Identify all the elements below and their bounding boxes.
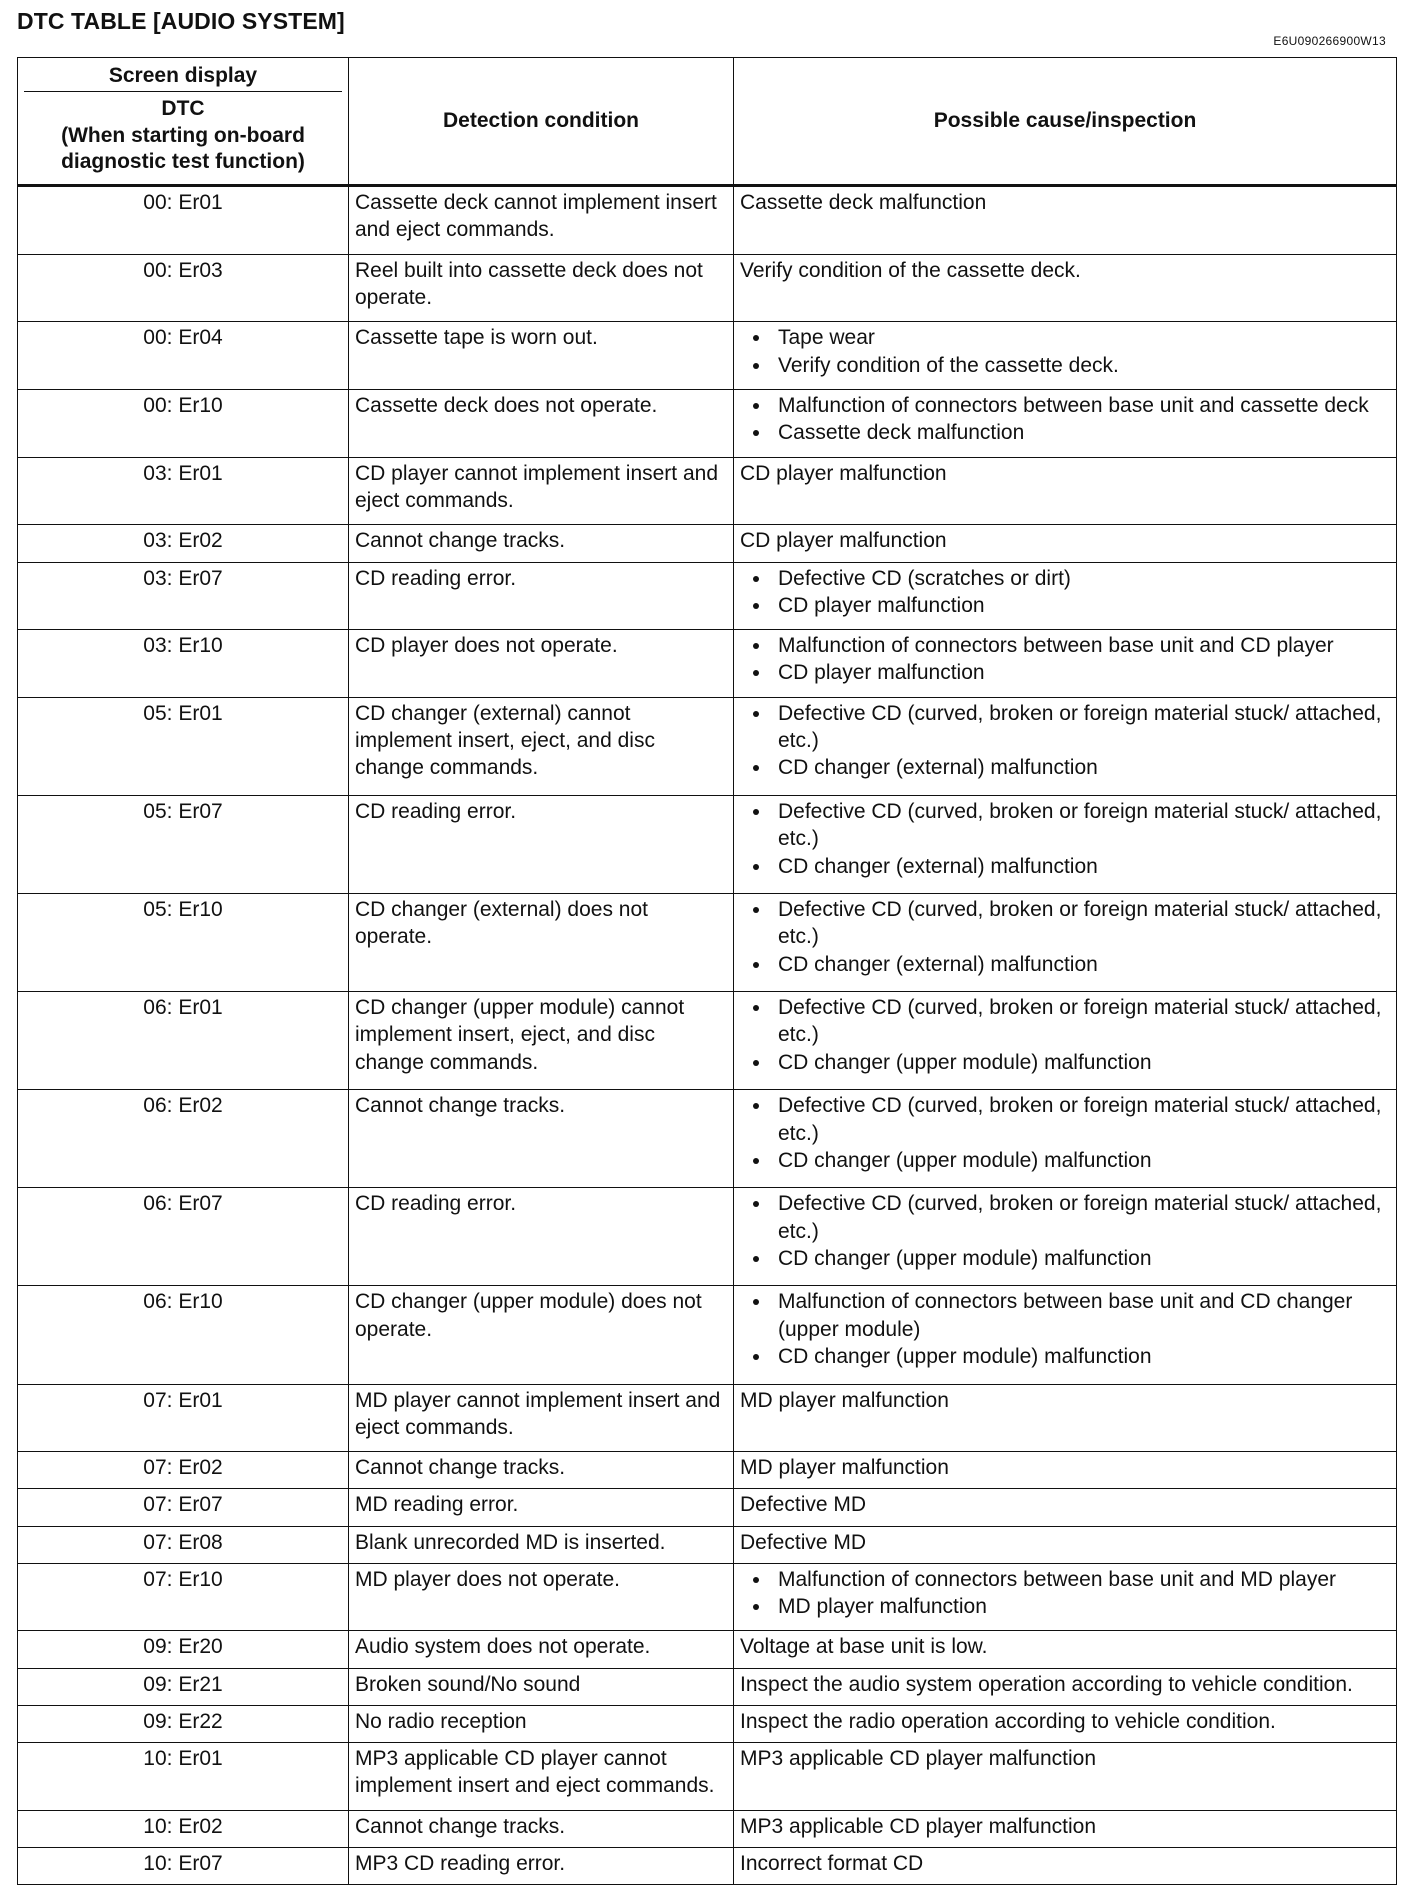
dtc-code-cell: 07: Er07 — [18, 1489, 349, 1526]
cause-list — [740, 324, 1390, 379]
table-row — [18, 1384, 1397, 1452]
possible-cause-cell: MP3 applicable CD player malfunction — [734, 1810, 1397, 1847]
table-row — [18, 992, 1397, 1090]
dtc-code-cell: 07: Er01 — [18, 1384, 349, 1452]
possible-cause-cell: Voltage at base unit is low. — [734, 1631, 1397, 1668]
cause-list-item: • Defective CD (scratches or dirt) — [772, 565, 1390, 592]
table-row — [18, 1286, 1397, 1384]
table-row — [18, 562, 1397, 630]
possible-cause-cell — [734, 562, 1397, 630]
table-row — [18, 322, 1397, 390]
dtc-label: DTC (When starting on-board diagnostic test function) — [61, 97, 305, 173]
possible-cause-cell — [734, 992, 1397, 1090]
detection-condition-cell: Cassette tape is worn out. — [349, 322, 734, 390]
table-row — [18, 1847, 1397, 1884]
possible-cause-cell: CD player malfunction — [734, 525, 1397, 562]
dtc-code-cell: 00: Er10 — [18, 390, 349, 458]
detection-condition-header: Detection condition — [349, 58, 734, 186]
table-body — [18, 186, 1397, 1885]
cause-list-item: • Defective CD (curved, broken or foreign material stuck/ attached, etc.) — [772, 1092, 1390, 1147]
dtc-code-cell: 00: Er04 — [18, 322, 349, 390]
table-row — [18, 1489, 1397, 1526]
possible-cause-cell: Defective MD — [734, 1489, 1397, 1526]
dtc-code-cell: 10: Er01 — [18, 1742, 349, 1810]
possible-cause-cell: Verify condition of the cassette deck. — [734, 254, 1397, 322]
detection-condition-cell: No radio reception — [349, 1705, 734, 1742]
table-row — [18, 1742, 1397, 1810]
cause-list — [740, 700, 1390, 782]
cause-list-item: • Malfunction of connectors between base unit and CD changer (upper module) — [772, 1288, 1390, 1343]
dtc-table — [17, 57, 1397, 1885]
cause-list — [740, 632, 1390, 687]
cause-list-item: • CD changer (upper module) malfunction — [772, 1147, 1390, 1174]
cause-list-item: • Cassette deck malfunction — [772, 419, 1390, 446]
possible-cause-header: Possible cause/inspection — [734, 58, 1397, 186]
cause-list-item: • MD player malfunction — [772, 1593, 1390, 1620]
dtc-code-cell: 10: Er02 — [18, 1810, 349, 1847]
detection-condition-cell: Cannot change tracks. — [349, 1090, 734, 1188]
page-title: DTC TABLE [AUDIO SYSTEM] — [17, 8, 345, 34]
dtc-code-cell: 06: Er10 — [18, 1286, 349, 1384]
table-row — [18, 457, 1397, 525]
possible-cause-cell — [734, 1563, 1397, 1631]
cause-list — [740, 1190, 1390, 1272]
cause-list-item: • CD changer (upper module) malfunction — [772, 1245, 1390, 1272]
detection-condition-cell: CD reading error. — [349, 562, 734, 630]
possible-cause-cell: Inspect the audio system operation according to vehicle condition. — [734, 1668, 1397, 1705]
dtc-sub-label: (When starting on-board diagnostic test function) — [61, 123, 305, 173]
detection-condition-cell: CD changer (external) cannot implement insert, eject, and disc change commands. — [349, 697, 734, 795]
detection-condition-cell: MD reading error. — [349, 1489, 734, 1526]
detection-condition-cell: CD changer (upper module) does not operate. — [349, 1286, 734, 1384]
possible-cause-cell: CD player malfunction — [734, 457, 1397, 525]
dtc-code-cell: 03: Er07 — [18, 562, 349, 630]
possible-cause-cell: Inspect the radio operation according to vehicle condition. — [734, 1705, 1397, 1742]
cause-list — [740, 798, 1390, 880]
possible-cause-cell — [734, 697, 1397, 795]
dtc-code-cell: 09: Er22 — [18, 1705, 349, 1742]
possible-cause-cell: MP3 applicable CD player malfunction — [734, 1742, 1397, 1810]
screen-display-label: Screen display — [24, 60, 342, 92]
detection-condition-cell: Cannot change tracks. — [349, 525, 734, 562]
table-row — [18, 1526, 1397, 1563]
cause-list-item: • Tape wear — [772, 324, 1390, 351]
possible-cause-cell: Cassette deck malfunction — [734, 186, 1397, 255]
table-row — [18, 186, 1397, 255]
document-id: E6U090266900W13 — [1273, 34, 1386, 48]
cause-list — [740, 565, 1390, 620]
table-row — [18, 1705, 1397, 1742]
detection-condition-cell: CD player does not operate. — [349, 630, 734, 698]
possible-cause-cell — [734, 630, 1397, 698]
table-row — [18, 697, 1397, 795]
cause-list-item: • Verify condition of the cassette deck. — [772, 352, 1390, 379]
cause-list-item: • CD changer (upper module) malfunction — [772, 1343, 1390, 1370]
cause-list-item: • Defective CD (curved, broken or foreign material stuck/ attached, etc.) — [772, 896, 1390, 951]
cause-list-item: • CD changer (external) malfunction — [772, 951, 1390, 978]
table-row — [18, 630, 1397, 698]
possible-cause-cell — [734, 795, 1397, 893]
detection-condition-cell: CD changer (external) does not operate. — [349, 894, 734, 992]
possible-cause-cell — [734, 390, 1397, 458]
cause-list-item: • Defective CD (curved, broken or foreign material stuck/ attached, etc.) — [772, 994, 1390, 1049]
detection-condition-cell: Reel built into cassette deck does not operate. — [349, 254, 734, 322]
cause-list-item: • Defective CD (curved, broken or foreign material stuck/ attached, etc.) — [772, 1190, 1390, 1245]
cause-list — [740, 994, 1390, 1076]
dtc-code-cell: 05: Er07 — [18, 795, 349, 893]
dtc-code-cell: 07: Er10 — [18, 1563, 349, 1631]
possible-cause-cell — [734, 322, 1397, 390]
cause-list-item: • Defective CD (curved, broken or foreign material stuck/ attached, etc.) — [772, 700, 1390, 755]
detection-condition-cell: MD player cannot implement insert and eject commands. — [349, 1384, 734, 1452]
detection-condition-cell: Cassette deck cannot implement insert and eject commands. — [349, 186, 734, 255]
table-row — [18, 1090, 1397, 1188]
possible-cause-cell — [734, 894, 1397, 992]
dtc-code-cell: 00: Er03 — [18, 254, 349, 322]
table-row — [18, 795, 1397, 893]
cause-list-item: • CD changer (external) malfunction — [772, 754, 1390, 781]
table-row — [18, 1810, 1397, 1847]
cause-list — [740, 392, 1390, 447]
table-row — [18, 1188, 1397, 1286]
dtc-code-cell: 00: Er01 — [18, 186, 349, 255]
cause-list — [740, 896, 1390, 978]
detection-condition-cell: MP3 CD reading error. — [349, 1847, 734, 1884]
possible-cause-cell: Incorrect format CD — [734, 1847, 1397, 1884]
table-header — [18, 58, 1397, 186]
dtc-code-cell: 09: Er21 — [18, 1668, 349, 1705]
table-row — [18, 1452, 1397, 1489]
detection-condition-cell: Cassette deck does not operate. — [349, 390, 734, 458]
detection-condition-cell: CD changer (upper module) cannot implement insert, eject, and disc change commands. — [349, 992, 734, 1090]
dtc-code-cell: 06: Er07 — [18, 1188, 349, 1286]
table-row — [18, 254, 1397, 322]
dtc-code-cell: 10: Er07 — [18, 1847, 349, 1884]
cause-list-item: • CD player malfunction — [772, 659, 1390, 686]
table-row — [18, 1668, 1397, 1705]
detection-condition-cell: CD reading error. — [349, 795, 734, 893]
detection-condition-cell: CD reading error. — [349, 1188, 734, 1286]
cause-list — [740, 1566, 1390, 1621]
possible-cause-cell: MD player malfunction — [734, 1452, 1397, 1489]
table-row — [18, 894, 1397, 992]
possible-cause-cell: MD player malfunction — [734, 1384, 1397, 1452]
dtc-code-cell: 03: Er10 — [18, 630, 349, 698]
table-row — [18, 1631, 1397, 1668]
dtc-column-header — [18, 58, 349, 186]
cause-list-item: • Defective CD (curved, broken or foreign material stuck/ attached, etc.) — [772, 798, 1390, 853]
cause-list-item: • Malfunction of connectors between base unit and MD player — [772, 1566, 1390, 1593]
cause-list — [740, 1092, 1390, 1174]
dtc-code-cell: 05: Er01 — [18, 697, 349, 795]
cause-list-item: • CD changer (upper module) malfunction — [772, 1049, 1390, 1076]
dtc-code-cell: 06: Er01 — [18, 992, 349, 1090]
dtc-code-cell: 07: Er08 — [18, 1526, 349, 1563]
detection-condition-cell: Broken sound/No sound — [349, 1668, 734, 1705]
dtc-code-cell: 03: Er02 — [18, 525, 349, 562]
possible-cause-cell — [734, 1286, 1397, 1384]
dtc-code-cell: 06: Er02 — [18, 1090, 349, 1188]
detection-condition-cell: Cannot change tracks. — [349, 1810, 734, 1847]
table-row — [18, 390, 1397, 458]
possible-cause-cell: Defective MD — [734, 1526, 1397, 1563]
detection-condition-cell: CD player cannot implement insert and eject commands. — [349, 457, 734, 525]
detection-condition-cell: MD player does not operate. — [349, 1563, 734, 1631]
possible-cause-cell — [734, 1188, 1397, 1286]
detection-condition-cell: Cannot change tracks. — [349, 1452, 734, 1489]
dtc-code-cell: 03: Er01 — [18, 457, 349, 525]
detection-condition-cell: MP3 applicable CD player cannot implement insert and eject commands. — [349, 1742, 734, 1810]
detection-condition-cell: Blank unrecorded MD is inserted. — [349, 1526, 734, 1563]
cause-list-item: • CD player malfunction — [772, 592, 1390, 619]
cause-list — [740, 1288, 1390, 1370]
table-row — [18, 1563, 1397, 1631]
cause-list-item: • Malfunction of connectors between base unit and cassette deck — [772, 392, 1390, 419]
table-row — [18, 525, 1397, 562]
dtc-code-cell: 05: Er10 — [18, 894, 349, 992]
detection-condition-cell: Audio system does not operate. — [349, 1631, 734, 1668]
dtc-code-cell: 07: Er02 — [18, 1452, 349, 1489]
cause-list-item: • CD changer (external) malfunction — [772, 853, 1390, 880]
dtc-code-cell: 09: Er20 — [18, 1631, 349, 1668]
cause-list-item: • Malfunction of connectors between base unit and CD player — [772, 632, 1390, 659]
possible-cause-cell — [734, 1090, 1397, 1188]
